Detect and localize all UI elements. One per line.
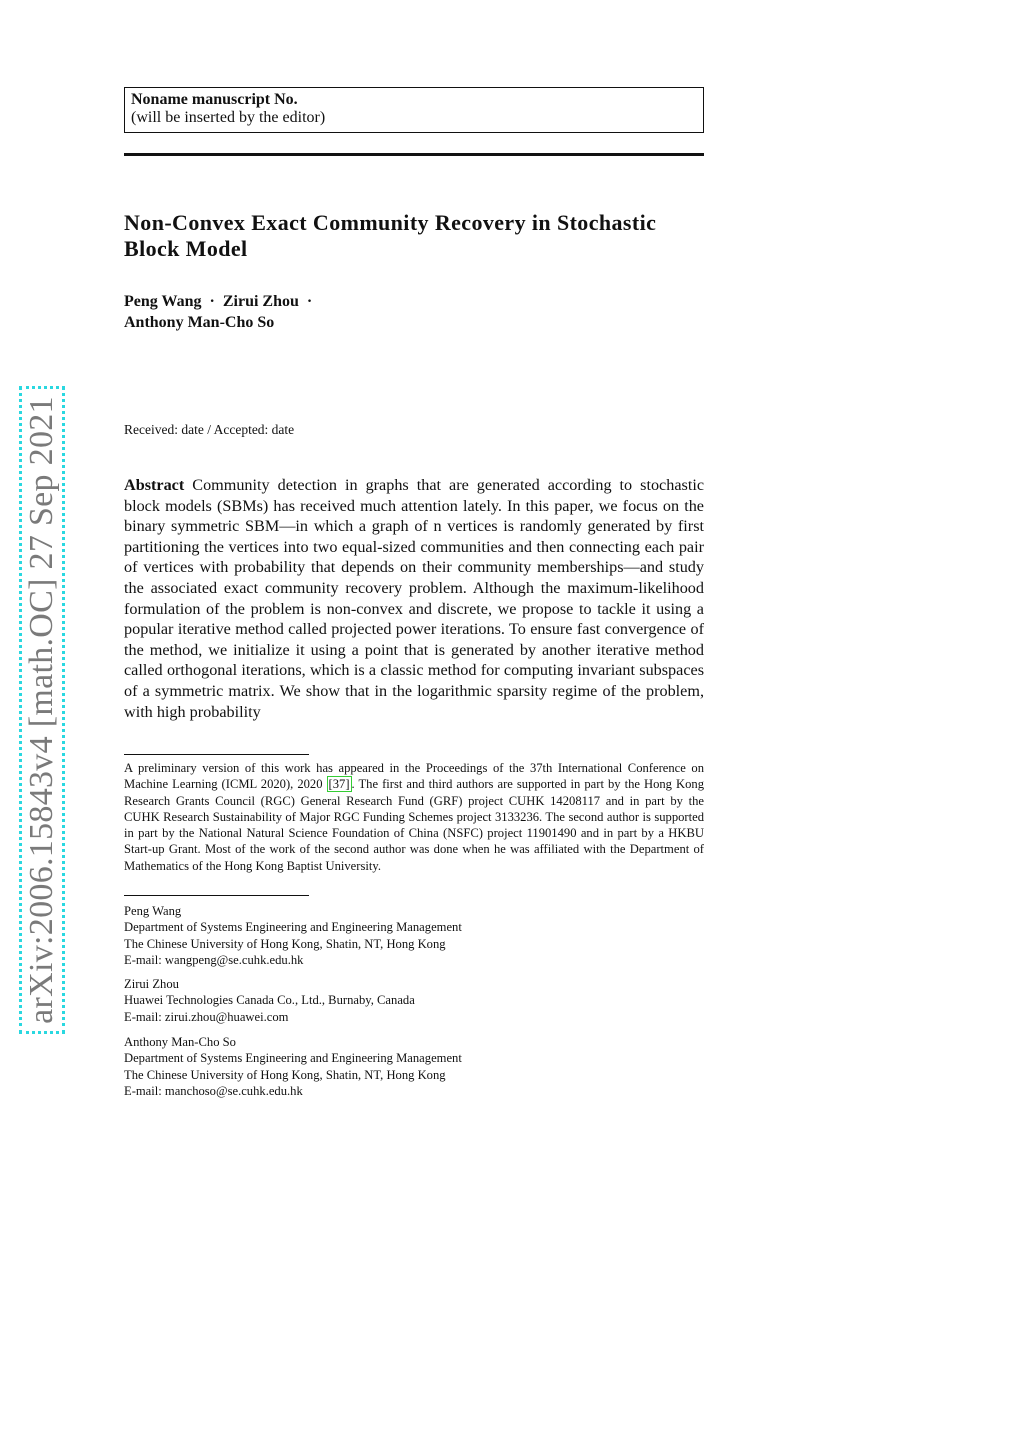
affiliation-institution: Huawei Technologies Canada Co., Ltd., Burnaby, Canada [124, 993, 415, 1008]
footnote-text: . The first and third authors are supported in part by the Hong Kong Research Grants Council (RGC) General Research Fund (GRF) project CUHK 14208117 and in part by the CUHK Research Sustainability of Major RGC Funding Schemes project 3133236. The second author is supported in part by the National Natural Science Foundation of China (NSFC) project 11901490 and in part by a HKBU Start-up Grant. Most of the work of the second author was done when he was affiliated with the Department of Mathematics of the Hong Kong Baptist University. [124, 777, 704, 873]
affiliation-department: Department of Systems Engineering and Engineering Management [124, 920, 462, 935]
affiliation-email[interactable]: E-mail: zirui.zhou@huawei.com [124, 1009, 289, 1024]
affiliation-author: Peng Wang [124, 904, 182, 918]
affiliation-department: Department of Systems Engineering and Engineering Management [124, 1051, 462, 1066]
abstract-heading: Abstract [124, 476, 185, 494]
affiliation-author: Anthony Man-Cho So [124, 1035, 236, 1049]
affiliation-block [124, 976, 704, 1025]
header-rule [124, 153, 704, 156]
affiliation-institution: The Chinese University of Hong Kong, Shatin, NT, Hong Kong [124, 936, 446, 951]
footnote-text: A preliminary version of this work has appeared in the Proceedings of the 37th International Conference on Machine Learning (ICML 2020), 2020 [124, 761, 704, 792]
affiliation-block [124, 1034, 704, 1099]
author-name: Anthony Man-Cho So [124, 314, 275, 331]
editor-note: (will be inserted by the editor) [131, 109, 326, 126]
abstract-body: Community detection in graphs that are generated according to stochastic block models (SBMs) has received much attention lately. In this paper, we focus on the binary symmetric SBM—in which a graph of n vertices is randomly generated by first partitioning the vertices into two equal-sized communities and then connecting each pair of vertices with probability that depends on their community memberships—and study the associated exact community recovery problem. Although the maximum-likelihood formulation of the problem is non-convex and discrete, we propose to tackle it using a popular iterative method called projected power iterations. To ensure fast convergence of the method, we initialize it using a point that is generated by another iterative method called orthogonal iterations, which is a classic method for computing invariant subspaces of a symmetric matrix. We show that in the logarithmic sparsity regime of the problem, with high probability [124, 476, 704, 721]
citation-link[interactable]: [37] [328, 777, 350, 792]
author-name: Peng Wang [124, 293, 202, 310]
footnote [124, 760, 704, 874]
author-name: Zirui Zhou [222, 293, 299, 310]
affiliation-rule [124, 895, 309, 896]
abstract [124, 475, 704, 722]
author-separator: · [306, 293, 313, 310]
affiliation-block [124, 903, 704, 968]
author-list [124, 291, 704, 333]
manuscript-number-label: Noname manuscript No. [131, 91, 298, 108]
affiliation-author: Zirui Zhou [124, 977, 179, 991]
affiliation-institution: The Chinese University of Hong Kong, Shatin, NT, Hong Kong [124, 1067, 446, 1082]
paper-title: Non-Convex Exact Community Recovery in Stochastic Block Model [124, 210, 657, 261]
received-date: Received: date / Accepted: date [124, 422, 295, 437]
affiliation-email[interactable]: E-mail: manchoso@se.cuhk.edu.hk [124, 1083, 303, 1098]
affiliation-email[interactable]: E-mail: wangpeng@se.cuhk.edu.hk [124, 952, 304, 967]
author-separator: · [209, 293, 215, 310]
footnote-rule [124, 754, 309, 755]
editor-box [124, 87, 704, 133]
arxiv-identifier[interactable]: arXiv:2006.15843v4 [math.OC] 27 Sep 2021 [23, 396, 60, 1024]
